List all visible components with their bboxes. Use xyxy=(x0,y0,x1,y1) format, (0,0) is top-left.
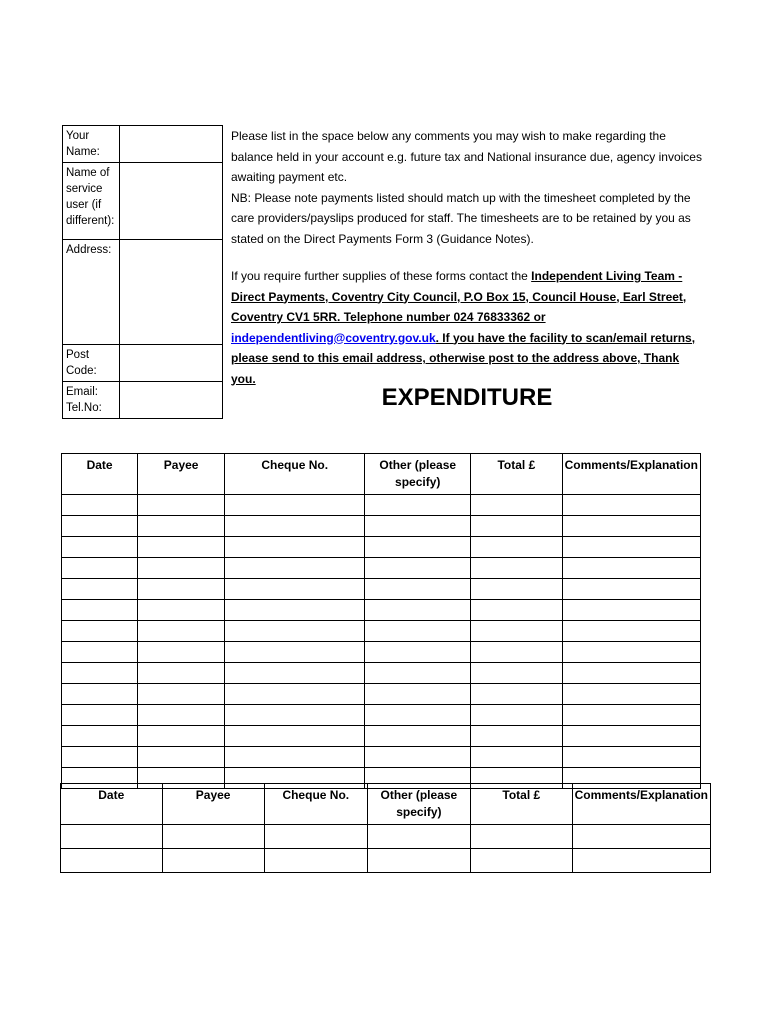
table-row xyxy=(62,537,701,558)
table-cell[interactable] xyxy=(62,684,138,705)
table-cell[interactable] xyxy=(162,849,264,873)
table-cell[interactable] xyxy=(62,642,138,663)
table-cell[interactable] xyxy=(562,621,700,642)
table-cell[interactable] xyxy=(562,747,700,768)
table-cell[interactable] xyxy=(264,825,367,849)
header-payee: Payee xyxy=(138,454,225,495)
table-cell[interactable] xyxy=(572,849,710,873)
table-cell[interactable] xyxy=(225,516,365,537)
header-date: Date xyxy=(62,454,138,495)
header-other: Other (please specify) xyxy=(365,454,471,495)
table-row xyxy=(62,600,701,621)
table-cell[interactable] xyxy=(61,825,163,849)
table-row xyxy=(62,747,701,768)
table-cell[interactable] xyxy=(62,579,138,600)
table-cell[interactable] xyxy=(138,516,225,537)
table-cell[interactable] xyxy=(562,495,700,516)
table-row xyxy=(62,705,701,726)
instructions-para1: Please list in the space below any comments you may wish to make regarding the balance held in your account e.g. future tax and National insurance due, agency invoices awaiting payment etc. xyxy=(231,129,702,184)
table-cell[interactable] xyxy=(471,600,562,621)
table-cell[interactable] xyxy=(365,726,471,747)
table-cell[interactable] xyxy=(62,495,138,516)
header-total: Total £ xyxy=(471,454,562,495)
table-cell[interactable] xyxy=(138,600,225,621)
table-row xyxy=(62,558,701,579)
tel-label: Tel.No: xyxy=(66,402,102,414)
table-cell[interactable] xyxy=(225,684,365,705)
table-cell[interactable] xyxy=(62,621,138,642)
table-cell[interactable] xyxy=(138,663,225,684)
table-cell[interactable] xyxy=(225,495,365,516)
table-cell[interactable] xyxy=(572,825,710,849)
table-cell[interactable] xyxy=(138,726,225,747)
table-cell[interactable] xyxy=(365,621,471,642)
table-cell[interactable] xyxy=(62,516,138,537)
address-field[interactable] xyxy=(120,240,223,345)
table-cell[interactable] xyxy=(225,537,365,558)
contact-address: Independent Living Team - Direct Payments, Coventry City Council, P.O Box 15, Council House, Earl Street, Coventry CV1 5RR. Telephone number 024 76833362 or xyxy=(231,269,687,324)
service-user-label: Name of service user (if different): xyxy=(63,163,120,240)
table-cell[interactable] xyxy=(62,558,138,579)
table-cell[interactable] xyxy=(62,705,138,726)
table-cell[interactable] xyxy=(471,537,562,558)
email-link[interactable]: independentliving@coventry.gov.uk xyxy=(231,330,436,345)
table-cell[interactable] xyxy=(367,849,470,873)
header-comments: Comments/Explanation xyxy=(562,454,700,495)
table-cell[interactable] xyxy=(138,705,225,726)
table-cell[interactable] xyxy=(225,663,365,684)
service-user-field[interactable] xyxy=(120,163,223,240)
contact-intro: If you require further supplies of these forms contact the xyxy=(231,269,532,283)
table-cell[interactable] xyxy=(471,684,562,705)
table-cell[interactable] xyxy=(365,642,471,663)
table-cell[interactable] xyxy=(471,621,562,642)
table-row xyxy=(62,579,701,600)
header-cheque-no: Cheque No. xyxy=(264,784,367,825)
table-cell[interactable] xyxy=(225,726,365,747)
table-cell[interactable] xyxy=(471,642,562,663)
table-cell[interactable] xyxy=(471,516,562,537)
table-cell[interactable] xyxy=(471,747,562,768)
post-code-label: Post Code: xyxy=(63,345,120,382)
table-cell[interactable] xyxy=(471,705,562,726)
table-cell[interactable] xyxy=(62,726,138,747)
table-cell[interactable] xyxy=(365,663,471,684)
header-date: Date xyxy=(61,784,163,825)
table-cell[interactable] xyxy=(365,747,471,768)
table-cell[interactable] xyxy=(225,747,365,768)
table-row xyxy=(62,663,701,684)
table-cell[interactable] xyxy=(562,516,700,537)
table-cell[interactable] xyxy=(470,825,572,849)
contact-paragraph xyxy=(231,266,705,389)
table-cell[interactable] xyxy=(225,579,365,600)
expenditure-table-1 xyxy=(61,453,701,789)
table-cell[interactable] xyxy=(365,705,471,726)
table-cell[interactable] xyxy=(225,600,365,621)
table-cell[interactable] xyxy=(264,849,367,873)
closing-text: . If you have the facility to scan/email returns, please send to this email address, otherwise post to the address above, Thank you. xyxy=(231,330,696,386)
header-total: Total £ xyxy=(470,784,572,825)
table-cell[interactable] xyxy=(62,600,138,621)
table-row xyxy=(62,684,701,705)
table-cell[interactable] xyxy=(225,558,365,579)
table-header-row xyxy=(62,454,701,495)
table-cell[interactable] xyxy=(61,849,163,873)
table-cell[interactable] xyxy=(62,663,138,684)
table-cell[interactable] xyxy=(365,558,471,579)
table-cell[interactable] xyxy=(562,726,700,747)
table-cell[interactable] xyxy=(365,537,471,558)
table-cell[interactable] xyxy=(562,642,700,663)
table-cell[interactable] xyxy=(471,726,562,747)
table-row xyxy=(62,642,701,663)
table-cell[interactable] xyxy=(62,537,138,558)
personal-details-box xyxy=(62,125,223,419)
page-title: EXPENDITURE xyxy=(381,384,553,411)
table-cell[interactable] xyxy=(471,663,562,684)
table-cell[interactable] xyxy=(365,495,471,516)
your-name-field[interactable] xyxy=(120,126,223,163)
table-cell[interactable] xyxy=(562,600,700,621)
header-cheque-no: Cheque No. xyxy=(225,454,365,495)
table-row xyxy=(62,495,701,516)
table-cell[interactable] xyxy=(562,558,700,579)
table-cell[interactable] xyxy=(225,642,365,663)
address-label: Address: xyxy=(63,240,120,345)
table-cell[interactable] xyxy=(138,684,225,705)
table-cell[interactable] xyxy=(225,621,365,642)
instructions-para2: NB: Please note payments listed should match up with the timesheet completed by the care providers/payslips produced for staff. The timesheets are to be retained by you as stated on the Direct Payments Form 3 (Guidance Notes). xyxy=(231,190,691,246)
table-cell[interactable] xyxy=(365,684,471,705)
table-cell[interactable] xyxy=(138,579,225,600)
post-code-field[interactable] xyxy=(120,345,223,382)
email-label: Email: xyxy=(66,386,98,398)
table-cell[interactable] xyxy=(562,537,700,558)
table-row xyxy=(61,849,711,873)
table-cell[interactable] xyxy=(471,558,562,579)
table-header-row xyxy=(61,784,711,825)
instructions xyxy=(231,126,705,389)
table-cell[interactable] xyxy=(138,495,225,516)
table-cell[interactable] xyxy=(470,849,572,873)
table-row xyxy=(62,726,701,747)
expenditure-table-2 xyxy=(60,783,711,873)
header-comments: Comments/Explanation xyxy=(572,784,710,825)
table-cell[interactable] xyxy=(562,705,700,726)
header-other: Other (please specify) xyxy=(367,784,470,825)
table-row xyxy=(62,516,701,537)
table-cell[interactable] xyxy=(138,537,225,558)
table-row xyxy=(61,825,711,849)
table-cell[interactable] xyxy=(62,747,138,768)
header-payee: Payee xyxy=(162,784,264,825)
table-cell[interactable] xyxy=(365,600,471,621)
your-name-label: Your Name: xyxy=(63,126,120,163)
table-cell[interactable] xyxy=(471,495,562,516)
table-cell[interactable] xyxy=(138,642,225,663)
table-cell[interactable] xyxy=(138,747,225,768)
table-cell[interactable] xyxy=(471,579,562,600)
table-cell[interactable] xyxy=(162,825,264,849)
table-cell[interactable] xyxy=(138,621,225,642)
table-cell[interactable] xyxy=(562,684,700,705)
table-cell[interactable] xyxy=(367,825,470,849)
table-cell[interactable] xyxy=(562,663,700,684)
table-cell[interactable] xyxy=(365,516,471,537)
table-row xyxy=(62,621,701,642)
table-cell[interactable] xyxy=(365,579,471,600)
table-cell[interactable] xyxy=(138,558,225,579)
table-cell[interactable] xyxy=(225,705,365,726)
table-cell[interactable] xyxy=(562,579,700,600)
